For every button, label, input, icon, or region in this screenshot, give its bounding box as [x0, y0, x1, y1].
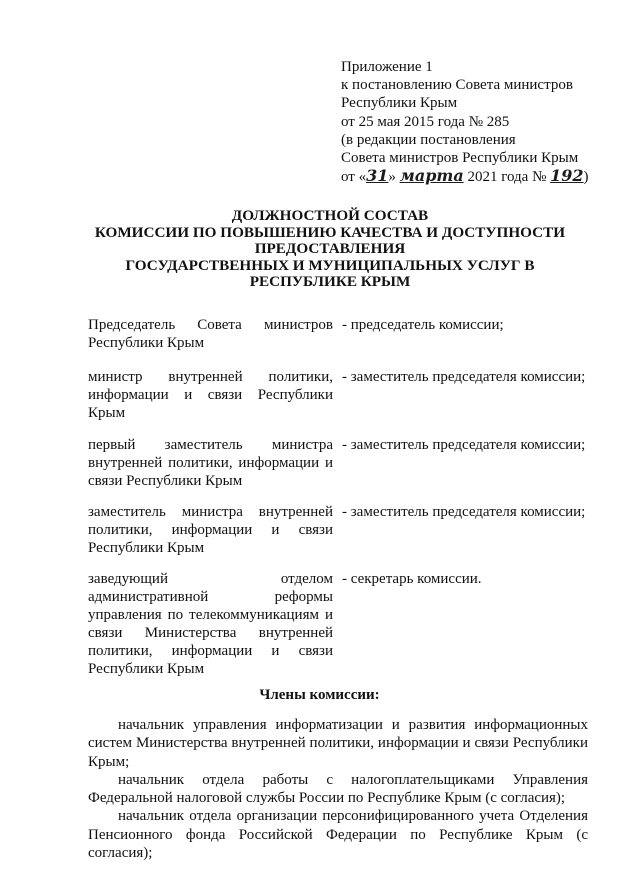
document-title: [60, 208, 600, 291]
appendix-line: от 25 мая 2015 года № 285: [341, 113, 510, 130]
position-role: - заместитель председателя комиссии;: [342, 504, 586, 520]
position-official: министр внутренней политики, информации и связи Республики Крым: [88, 369, 333, 421]
position-role: - заместитель председателя комиссии;: [342, 369, 586, 385]
member-item: начальник управления информатизации и развития информационных систем Министерства внутренней политики, информации и связи Республики Крым;: [88, 717, 588, 770]
appendix-header: [341, 58, 631, 186]
appendix-line: Приложение 1: [341, 59, 433, 75]
appendix-line: Совета министров Республики Крым: [341, 150, 579, 167]
position-official: заведующий отделом административной реформы управления по телекоммуникациям и связи Министерства внутренней политики, информации и связи Республики Крым: [88, 571, 333, 677]
members-list: [88, 716, 588, 862]
title-line: ДОЛЖНОСТНОЙ СОСТАВ: [231, 207, 429, 224]
appendix-line: (в редакции постановления: [341, 131, 516, 148]
position-role: - заместитель председателя комиссии;: [342, 437, 586, 453]
member-item: начальник отдела работы с налогоплательщиками Управления Федеральной налоговой службы России по Республике Крым (с согласия);: [88, 771, 588, 807]
title-line: КОМИССИИ ПО ПОВЫШЕНИЮ КАЧЕСТВА И ДОСТУПНОСТИ: [94, 223, 566, 241]
title-line: ПРЕДОСТАВЛЕНИЯ: [254, 240, 406, 258]
members-heading: Члены комиссии:: [259, 687, 380, 703]
title-line: ГОСУДАРСТВЕННЫХ И МУНИЦИПАЛЬНЫХ УСЛУГ В: [125, 256, 535, 274]
position-role: - председатель комиссии;: [342, 317, 504, 333]
date-suffix: ): [583, 169, 589, 186]
date-prefix: от «: [341, 169, 367, 186]
date-year: 2021 года №: [467, 169, 547, 186]
handwritten-month: марта: [399, 166, 464, 186]
position-official: заместитель министра внутренней политики, информации и связи Республики Крым: [88, 504, 333, 556]
handwritten-day: 31: [366, 166, 389, 186]
title-line: РЕСПУБЛИКЕ КРЫМ: [249, 273, 411, 291]
handwritten-number: 192: [550, 166, 584, 186]
appendix-line: Республики Крым: [341, 95, 458, 112]
appendix-line: к постановлению Совета министров: [341, 77, 573, 94]
appendix-date-line: [341, 167, 631, 186]
position-role: - секретарь комиссии.: [342, 571, 482, 587]
date-quote: »: [388, 169, 396, 186]
position-official: Председатель Совета министров Республики Крым: [88, 317, 333, 351]
position-official: первый заместитель министра внутренней политики, информации и связи Республики Крым: [88, 437, 333, 489]
member-item: начальник отдела организации персонифицированного учета Отделения Пенсионного фонда Российской Федерации по Республике Крым (с согласия);: [88, 808, 588, 862]
